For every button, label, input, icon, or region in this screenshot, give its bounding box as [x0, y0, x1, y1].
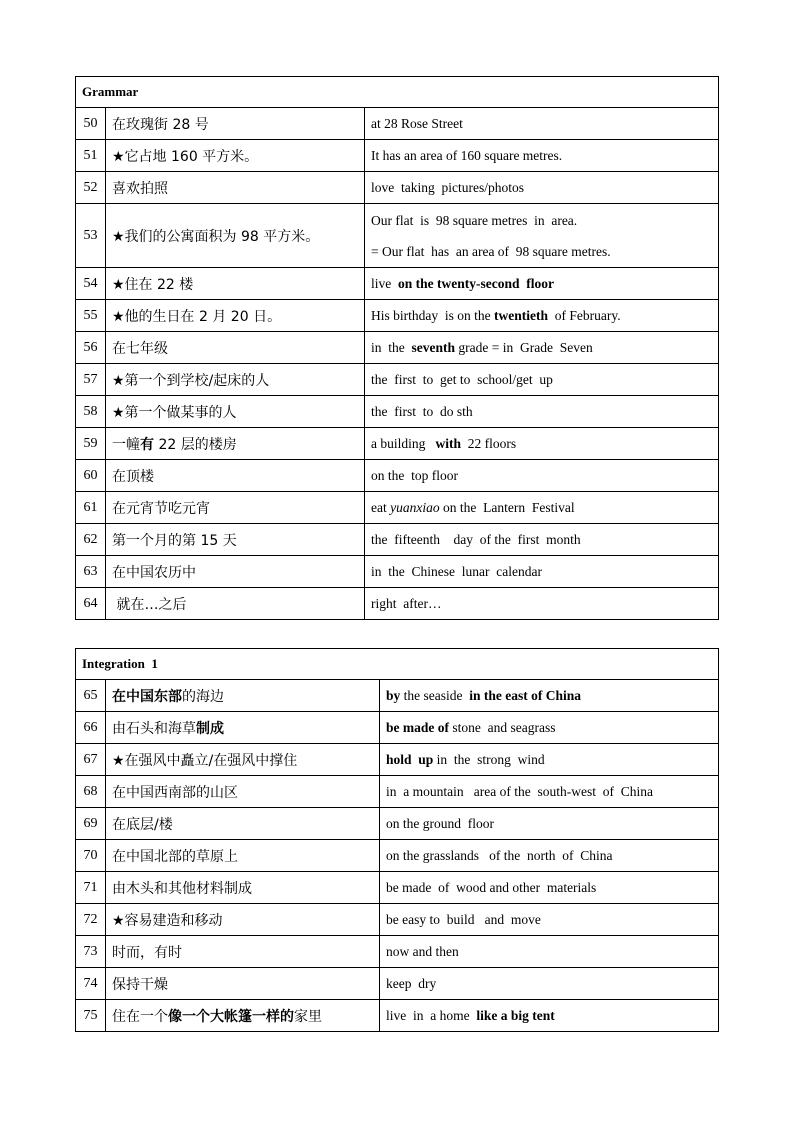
bold-text: in the east of China	[469, 687, 582, 703]
bold-text: like a big tent	[476, 1007, 555, 1023]
english-phrase	[380, 680, 719, 712]
row-number: 65	[76, 680, 106, 712]
row-number: 59	[76, 428, 106, 460]
english-line	[386, 752, 712, 768]
section-title: Grammar	[76, 77, 719, 108]
text-run: eat	[371, 499, 391, 515]
chinese-phrase	[106, 840, 380, 872]
bold-text: by	[386, 687, 401, 703]
row-number: 53	[76, 204, 106, 268]
text-run: grade = in Grade Seven	[455, 339, 593, 355]
english-line	[371, 276, 712, 292]
english-line	[386, 912, 712, 928]
english-line	[371, 308, 712, 324]
chinese-phrase	[106, 364, 365, 396]
english-line	[371, 205, 712, 236]
english-phrase	[365, 108, 719, 140]
text-run: It has an area of 160 square metres.	[371, 147, 563, 163]
integration-table	[75, 648, 719, 1032]
table-row	[76, 492, 719, 524]
english-phrase	[365, 140, 719, 172]
chinese-phrase	[106, 968, 380, 1000]
english-phrase	[365, 428, 719, 460]
text-run: ★住在 22 楼	[112, 276, 194, 293]
english-line	[371, 116, 712, 132]
english-phrase	[365, 172, 719, 204]
row-number: 69	[76, 808, 106, 840]
text-run: 家里	[294, 1008, 322, 1025]
text-run: a building	[371, 435, 436, 451]
text-run: 在顶楼	[112, 468, 154, 485]
table-row	[76, 524, 719, 556]
table-row	[76, 904, 719, 936]
row-number: 71	[76, 872, 106, 904]
text-run: ★容易建造和移动	[112, 912, 223, 929]
english-phrase	[380, 776, 719, 808]
english-phrase	[365, 492, 719, 524]
chinese-phrase	[106, 108, 365, 140]
english-line	[386, 720, 712, 736]
english-line	[386, 688, 712, 704]
grammar-table	[75, 76, 719, 620]
english-line	[371, 500, 712, 516]
table-row	[76, 680, 719, 712]
text-run: 喜欢拍照	[112, 180, 168, 197]
text-run: ★它占地 160 平方米。	[112, 148, 259, 165]
english-phrase	[380, 1000, 719, 1032]
row-number: 70	[76, 840, 106, 872]
english-line	[386, 784, 712, 800]
table-row	[76, 744, 719, 776]
chinese-phrase	[106, 808, 380, 840]
table-row	[76, 840, 719, 872]
text-run: 在玫瑰街 28 号	[112, 116, 209, 133]
chinese-phrase	[106, 268, 365, 300]
text-run: on the top floor	[371, 467, 458, 483]
row-number: 54	[76, 268, 106, 300]
text-run: 在中国农历中	[112, 564, 196, 581]
row-number: 68	[76, 776, 106, 808]
english-phrase	[380, 712, 719, 744]
chinese-phrase	[106, 904, 380, 936]
text-run: be made of wood and other materials	[386, 879, 597, 895]
text-run: 一幢	[112, 436, 140, 453]
english-phrase	[365, 364, 719, 396]
row-number: 62	[76, 524, 106, 556]
chinese-phrase	[106, 744, 380, 776]
chinese-phrase	[106, 680, 380, 712]
text-run: His birthday is on the	[371, 307, 494, 323]
text-run: at 28 Rose Street	[371, 115, 463, 131]
table-header-row	[76, 77, 719, 108]
bold-text: twentieth	[494, 307, 548, 323]
english-phrase	[365, 396, 719, 428]
text-run: in the strong wind	[433, 751, 545, 767]
text-run: the first to get to school/get up	[371, 371, 553, 387]
row-number: 64	[76, 588, 106, 620]
chinese-phrase	[106, 428, 365, 460]
english-line	[386, 976, 712, 992]
english-phrase	[365, 460, 719, 492]
chinese-phrase	[106, 776, 380, 808]
chinese-phrase	[106, 460, 365, 492]
text-run: in the Chinese lunar calendar	[371, 563, 542, 579]
english-phrase	[365, 268, 719, 300]
english-line	[386, 880, 712, 896]
row-number: 51	[76, 140, 106, 172]
chinese-phrase	[106, 872, 380, 904]
table-row	[76, 556, 719, 588]
english-line	[371, 596, 712, 612]
text-run: live	[371, 275, 398, 291]
table-row	[76, 1000, 719, 1032]
english-phrase	[380, 904, 719, 936]
table-row	[76, 460, 719, 492]
text-run: Our flat is 98 square metres in area.	[371, 212, 578, 228]
text-run: 在中国西南部的山区	[112, 784, 238, 801]
english-line	[386, 848, 712, 864]
table-row	[76, 936, 719, 968]
row-number: 61	[76, 492, 106, 524]
english-phrase	[365, 300, 719, 332]
text-run: be easy to build and move	[386, 911, 541, 927]
table-row	[76, 588, 719, 620]
bold-text: 在中国东部	[112, 688, 182, 705]
row-number: 72	[76, 904, 106, 936]
english-phrase	[365, 588, 719, 620]
table-row	[76, 140, 719, 172]
row-number: 57	[76, 364, 106, 396]
row-number: 52	[76, 172, 106, 204]
english-phrase	[380, 872, 719, 904]
text-run: 住在一个	[112, 1008, 168, 1025]
row-number: 56	[76, 332, 106, 364]
table-row	[76, 872, 719, 904]
text-run: ★第一个做某事的人	[112, 404, 237, 421]
table-row	[76, 204, 719, 268]
chinese-phrase	[106, 396, 365, 428]
row-number: 55	[76, 300, 106, 332]
english-line	[371, 532, 712, 548]
text-run: 保持干燥	[112, 976, 168, 993]
english-line	[371, 404, 712, 420]
italic-text: yuanxiao	[390, 499, 440, 515]
text-run: 就在…之后	[112, 596, 187, 613]
table-row	[76, 808, 719, 840]
english-phrase	[380, 936, 719, 968]
text-run: 由石头和海草	[112, 720, 196, 737]
text-run: in the	[371, 339, 412, 355]
english-line	[371, 340, 712, 356]
text-run: 第一个月的第 15 天	[112, 532, 237, 549]
bold-text: 像一个大帐篷一样的	[168, 1008, 294, 1025]
chinese-phrase	[106, 1000, 380, 1032]
bold-text: be made of	[386, 719, 449, 735]
row-number: 63	[76, 556, 106, 588]
english-phrase	[365, 524, 719, 556]
bold-text: 制成	[196, 720, 224, 737]
row-number: 75	[76, 1000, 106, 1032]
text-run: of February.	[548, 307, 621, 323]
text-run: the seaside	[400, 687, 470, 703]
english-phrase	[365, 332, 719, 364]
english-line	[371, 148, 712, 164]
table-row	[76, 776, 719, 808]
row-number: 74	[76, 968, 106, 1000]
row-number: 73	[76, 936, 106, 968]
english-phrase	[380, 840, 719, 872]
english-phrase	[380, 808, 719, 840]
text-run: 时而，有时	[112, 944, 182, 961]
chinese-phrase	[106, 524, 365, 556]
row-number: 58	[76, 396, 106, 428]
chinese-phrase	[106, 172, 365, 204]
english-line	[386, 816, 712, 832]
table-row	[76, 332, 719, 364]
text-run: in a mountain area of the south-west of China	[386, 783, 653, 799]
text-run: ★第一个到学校/起床的人	[112, 372, 270, 389]
text-run: stone and seagrass	[449, 719, 556, 735]
row-number: 50	[76, 108, 106, 140]
text-run: 22 floors	[461, 435, 517, 451]
english-phrase	[365, 556, 719, 588]
table-row	[76, 300, 719, 332]
english-line	[371, 236, 712, 267]
text-run: on the grasslands of the north of China	[386, 847, 613, 863]
table-row	[76, 428, 719, 460]
text-run: 在中国北部的草原上	[112, 848, 238, 865]
english-line	[371, 436, 712, 452]
chinese-phrase	[106, 300, 365, 332]
english-line	[371, 564, 712, 580]
table-header-row	[76, 649, 719, 680]
text-run: ★他的生日在 2 月 20 日。	[112, 308, 282, 325]
text-run: 由木头和其他材料制成	[112, 880, 252, 897]
bold-text: with	[435, 435, 462, 451]
chinese-phrase	[106, 712, 380, 744]
text-run: 22 层的楼房	[154, 436, 237, 453]
english-line	[371, 372, 712, 388]
chinese-phrase	[106, 588, 365, 620]
text-run: the first to do sth	[371, 403, 473, 419]
text-run: 在七年级	[112, 340, 168, 357]
row-number: 67	[76, 744, 106, 776]
chinese-phrase	[106, 936, 380, 968]
text-run: now and then	[386, 943, 459, 959]
table-row	[76, 108, 719, 140]
chinese-phrase	[106, 492, 365, 524]
text-run: keep dry	[386, 975, 437, 991]
bold-text: hold up	[386, 751, 434, 767]
text-run: 在元宵节吃元宵	[112, 500, 210, 517]
english-phrase	[380, 744, 719, 776]
table-row	[76, 172, 719, 204]
table-row	[76, 396, 719, 428]
bold-text: on the twenty-second floor	[398, 275, 554, 291]
bold-text: seventh	[411, 339, 455, 355]
table-row	[76, 268, 719, 300]
table-row	[76, 364, 719, 396]
text-run: 在底层/楼	[112, 816, 173, 833]
chinese-phrase	[106, 204, 365, 268]
text-run: 的海边	[182, 688, 224, 705]
text-run: ★我们的公寓面积为 98 平方米。	[112, 228, 320, 245]
english-line	[371, 468, 712, 484]
chinese-phrase	[106, 556, 365, 588]
text-run: live in a home	[386, 1007, 477, 1023]
row-number: 60	[76, 460, 106, 492]
english-line	[386, 1008, 712, 1024]
text-run: the fifteenth day of the first month	[371, 531, 581, 547]
text-run: = Our flat has an area of 98 square metres.	[371, 243, 611, 259]
bold-text: 有	[140, 436, 154, 453]
table-row	[76, 712, 719, 744]
chinese-phrase	[106, 332, 365, 364]
text-run: love taking pictures/photos	[371, 179, 524, 195]
english-phrase	[365, 204, 719, 268]
table-row	[76, 968, 719, 1000]
row-number: 66	[76, 712, 106, 744]
text-run: on the ground floor	[386, 815, 494, 831]
chinese-phrase	[106, 140, 365, 172]
text-run: right after…	[371, 595, 442, 611]
english-line	[371, 180, 712, 196]
section-title: Integration 1	[76, 649, 719, 680]
text-run: ★在强风中矗立/在强风中撑住	[112, 752, 298, 769]
english-line	[386, 944, 712, 960]
english-phrase	[380, 968, 719, 1000]
text-run: on the Lantern Festival	[439, 499, 575, 515]
